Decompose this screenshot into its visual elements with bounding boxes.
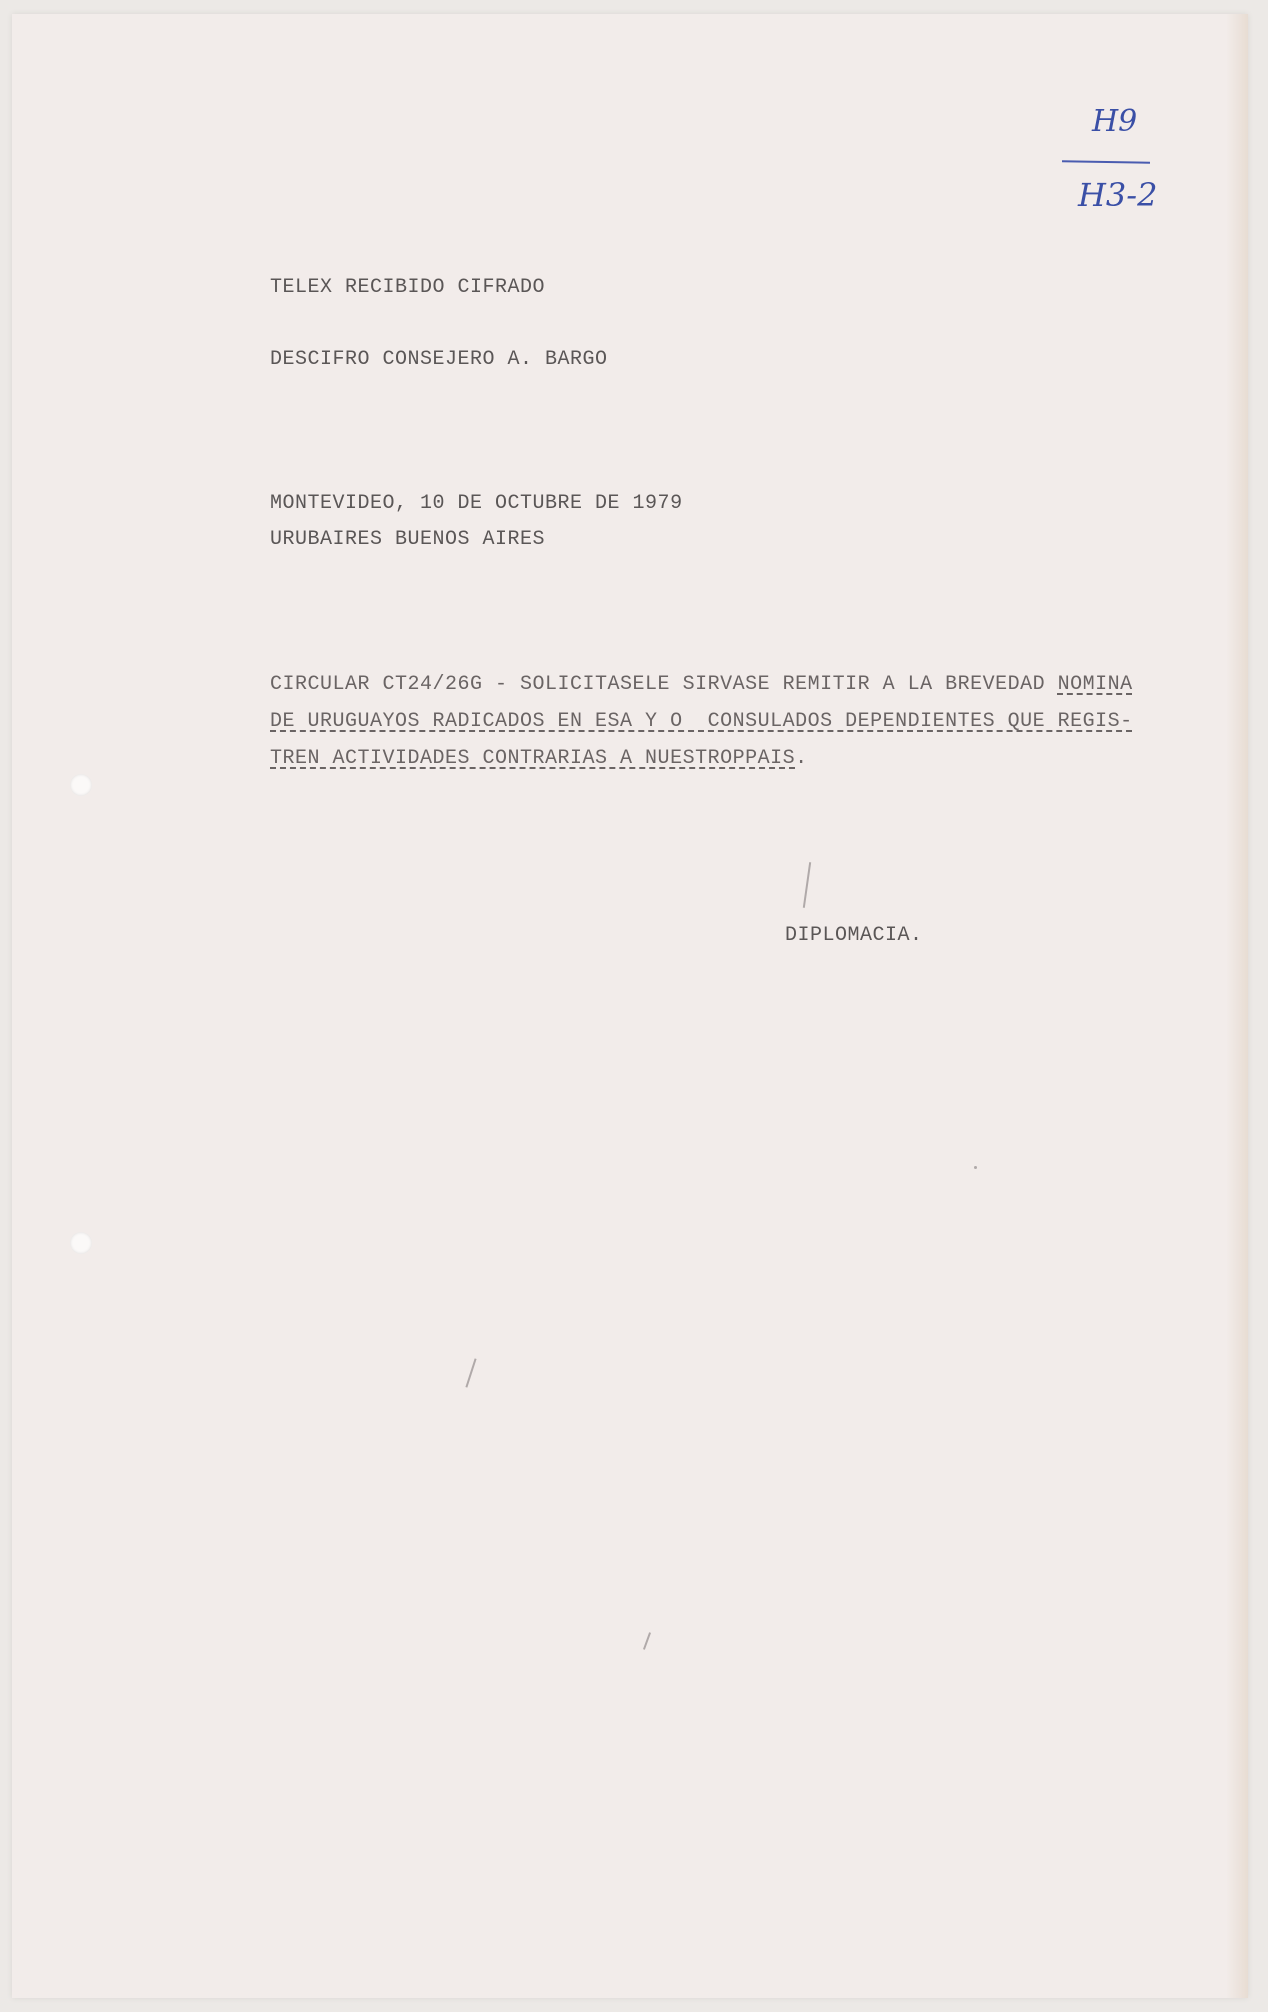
- body-line-1-underlined: NOMINA: [1057, 673, 1133, 696]
- document-page: [12, 14, 1248, 1998]
- body-line-3: [270, 740, 1133, 777]
- handwritten-folio-bottom: H3-2: [1078, 176, 1158, 214]
- body-line-3-end: .: [795, 747, 808, 770]
- body-line-1-text: CIRCULAR CT24/26G - SOLICITASELE SIRVASE REMITIR A LA BREVEDAD: [270, 673, 1058, 696]
- place-date-line: MONTEVIDEO, 10 DE OCTUBRE DE 1979: [270, 492, 683, 515]
- telex-title: TELEX RECIBIDO CIFRADO: [270, 276, 546, 299]
- punch-hole-upper: [70, 774, 92, 796]
- decipher-line: DESCIFRO CONSEJERO A. BARGO: [270, 348, 608, 371]
- body-line-3-text: TREN ACTIVIDADES CONTRARIAS A NUESTROPPAIS: [270, 747, 796, 770]
- punch-hole-lower: [70, 1232, 92, 1254]
- signature: DIPLOMACIA.: [785, 924, 923, 947]
- body-line-2: DE URUGUAYOS RADICADOS EN ESA Y O CONSULADOS DEPENDIENTES QUE REGIS-: [270, 710, 1133, 733]
- address-line: URUBAIRES BUENOS AIRES: [270, 528, 546, 551]
- paper-edge: [1226, 14, 1248, 1998]
- handwritten-folio-top: H9: [1092, 104, 1138, 139]
- body-line-1: [270, 666, 1133, 703]
- message-body: [270, 666, 1133, 777]
- stray-mark: [974, 1166, 977, 1169]
